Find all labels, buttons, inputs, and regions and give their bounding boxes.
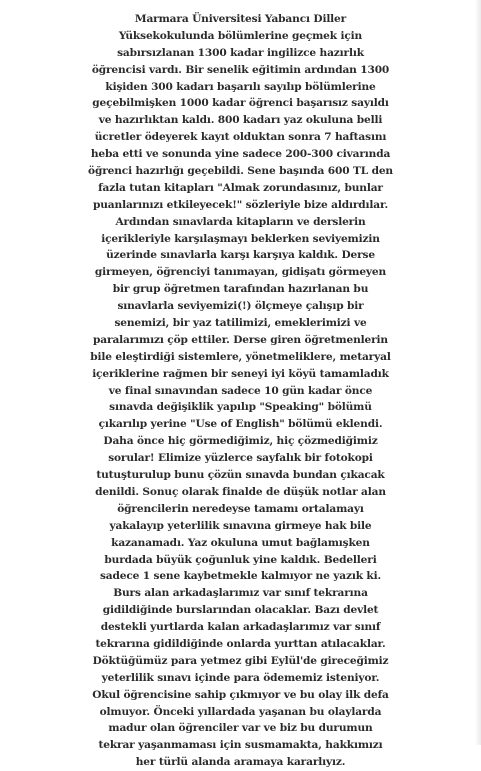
- statement-line: Döktüğümüz para yetmez gibi Eylül'de gireceğimiz: [92, 654, 389, 667]
- statement-line: sadece 1 sene kaybetmekle kalmıyor ne yazık ki.: [99, 570, 382, 583]
- statement-line: öğrencilerin neredeyse tamamı ortalamayı: [117, 502, 364, 515]
- statement-line: gidildiğinde burslarından olacaklar. Bazı devlet: [102, 604, 379, 617]
- statement-line: öğrencisi vardı. Bir senelik eğitimin ardından 1300: [91, 63, 390, 76]
- statement-line: puanlarınızı etkileyecek!" sözleriyle bize aldırdılar.: [93, 198, 388, 211]
- statement-text: [38, 11, 443, 771]
- statement-line: kazanamadı. Yaz okuluna umut bağlamışken: [111, 536, 370, 549]
- statement-line: Yüksekokulunda bölümlerine geçmek için: [118, 29, 363, 42]
- statement-line: sınavlarla seviyemizi(!) ölçmeye çalışıp bir: [117, 300, 364, 313]
- statement-line: sınavda değişiklik yapılıp "Speaking" bölümü: [109, 401, 372, 414]
- statement-line: Marmara Üniversitesi Yabancı Diller: [134, 13, 347, 25]
- statement-line: burdada büyük çoğunluk yine kaldık. Bedelleri: [104, 553, 377, 566]
- statement-line: bile eleştirdiği sistemlere, yönetmeliklere, metaryal: [90, 350, 391, 363]
- statement-line: madur olan öğrenciler var ve biz bu durumun: [108, 722, 373, 735]
- statement-line: kişiden 300 kadarı başarılı sayılıp bölümlerine: [105, 80, 376, 93]
- statement-line: öğrenci hazırlığı geçebildi. Sene başında 600 TL den: [88, 165, 393, 178]
- statement-line: Ardından sınavlarda kitapların ve derslerin: [115, 215, 366, 228]
- statement-line: tekrar yaşanmaması için susmamakta, hakkımızı: [98, 739, 383, 752]
- statement-line: her türlü alanda aramaya kararlıyız.: [135, 756, 346, 769]
- statement-line: ve hazırlıktan kaldı. 800 kadarı yaz okuluna belli: [98, 114, 383, 127]
- statement-line: senemizi, bir yaz tatilimizi, emeklerimizi ve: [114, 317, 367, 330]
- statement-line: heba etti ve sonunda yine sadece 200-300 civarında: [90, 148, 391, 161]
- statement-line: geçebilmişken 1000 kadar öğrenci başarısız sayıldı: [92, 97, 389, 110]
- statement-line: çıkarılıp yerine "Use of English" bölümü eklendi.: [98, 418, 383, 431]
- statement-line: bir grup öğretmen tarafından hazırlanan bu: [112, 283, 369, 296]
- statement-line: tekrarına gidildiğinde onlarda yurttan atılacaklar.: [95, 637, 386, 650]
- statement-line: ve final sınavından sadece 10 gün kadar önce: [108, 384, 373, 397]
- statement-line: içerikleriyle karşılaşmayı beklerken seviyemizin: [101, 232, 380, 245]
- statement-line: sorular! Elimize yüzlerce sayfalık bir fotokopi: [108, 452, 373, 465]
- statement-line: fazla tutan kitapları "Almak zorundasınız, bunlar: [98, 181, 383, 194]
- statement-line: olmuyor. Önceki yıllardada yaşanan bu olaylarda: [99, 705, 382, 718]
- statement-line: Burs alan arkadaşlarımız var sınıf tekrarına: [113, 587, 368, 600]
- statement-line: destekli yurtlarda kalan arkadaşlarımız var sınıf: [100, 621, 381, 634]
- statement-line: paralarımızı çöp ettiler. Derse giren öğretmenlerin: [93, 333, 388, 346]
- statement-line: denildi. Sonuç olarak finalde de düşük notlar alan: [95, 485, 386, 498]
- statement-line: içeriklerine rağmen bir seneyi iyi köyü tamamladık: [92, 367, 389, 380]
- statement-line: Okul öğrencisine sahip çıkmıyor ve bu olay ilk defa: [92, 688, 389, 701]
- statement-line: üzerinde sınavlarla karşı karşıya kaldık. Derse: [106, 249, 375, 262]
- statement-line: girmeyen, öğrenciyi tanımayan, gidişatı görmeyen: [94, 266, 387, 279]
- statement-line: yeterlilik sınavı içinde para ödememiz isteniyor.: [101, 671, 380, 684]
- page-edge-shadow: [475, 0, 481, 745]
- statement-line: sabırsızlanan 1300 kadar ingilizce hazırlık: [117, 46, 364, 59]
- statement-line: tutuşturulup bunu çözün sınavda bundan çıkacak: [96, 469, 385, 482]
- statement-line: ücretler ödeyerek kayıt olduktan sonra 7 haftasını: [94, 131, 387, 144]
- statement-line: yakalayıp yeterlilik sınavına girmeye hak bile: [109, 519, 372, 532]
- statement-line: Daha önce hiç görmediğimiz, hiç çözmediğimiz: [103, 435, 378, 448]
